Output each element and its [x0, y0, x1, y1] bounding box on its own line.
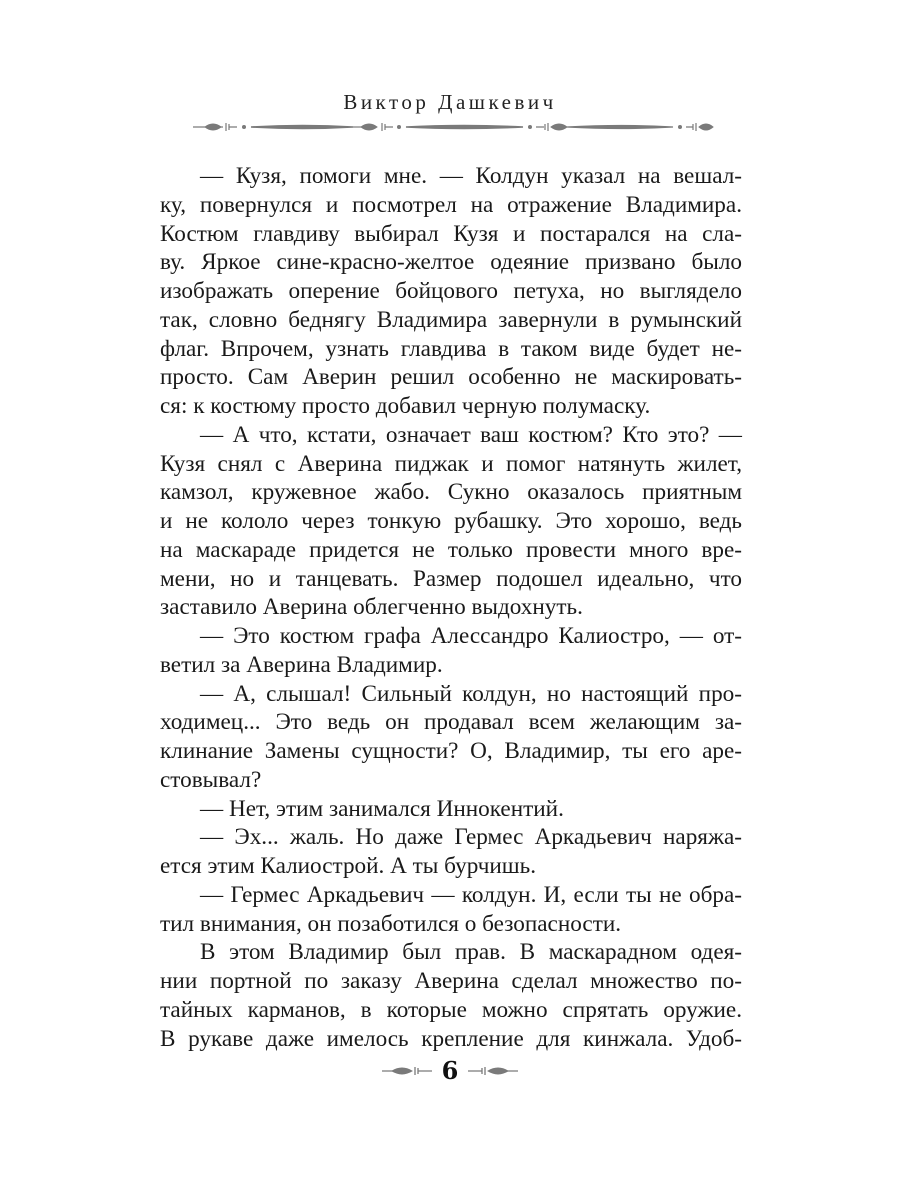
body-text: [160, 162, 742, 1053]
text-line: — Гермес Аркадьевич — колдун. И, если ты не обра-: [200, 881, 742, 908]
text-line: — Нет, этим занимался Иннокентий.: [200, 795, 564, 822]
text-line: заставило Аверина облегченно выдохнуть.: [160, 594, 583, 621]
text-line: — Эх... жаль. Но даже Гермес Аркадьевич наряжа-: [200, 824, 742, 851]
text-line: мени, но и танцевать. Размер подошел идеально, что: [160, 565, 742, 592]
text-line: клинание Замены сущности? О, Владимир, ты его аре-: [160, 738, 742, 764]
text-line: ку, повернулся и посмотрел на отражение Владимира.: [160, 191, 742, 218]
text-line: ется этим Калиострой. А ты бурчишь.: [160, 853, 537, 879]
text-line: флаг. Впрочем, узнать главдива в таком виде будет не-: [160, 335, 742, 362]
text-line: просто. Сам Аверин решил особенно не маскировать-: [160, 364, 742, 391]
left-footer-ornament-icon: [382, 1064, 432, 1078]
text-line: и не кололо через тонкую рубашку. Это хорошо, ведь: [160, 508, 742, 534]
text-line: — Кузя, помоги мне. — Колдун указал на вешал-: [200, 163, 742, 189]
text-line: — Это костюм графа Алессандро Калиостро, — от-: [200, 623, 742, 649]
text-line: Костюм главдиву выбирал Кузя и постарался на сла-: [160, 220, 742, 247]
text-line: ву. Яркое сине-красно-желтое одеяние призвано было: [160, 249, 742, 276]
text-line: Кузя снял с Аверина пиджак и помог натянуть жилет,: [160, 450, 742, 477]
header-ornament-divider: [193, 119, 715, 135]
text-line: В этом Владимир был прав. В маскарадном одея-: [200, 939, 742, 966]
text-line: стовывал?: [160, 766, 262, 793]
text-line: В рукаве даже имелось крепление для кинжала. Удоб-: [160, 1025, 742, 1052]
text-line: — А, слышал! Сильный колдун, но настоящий про-: [200, 680, 742, 707]
text-line: на маскараде придется не только провести много вре-: [160, 536, 742, 563]
page-number: 6: [441, 1056, 459, 1085]
right-footer-ornament-icon: [468, 1064, 518, 1078]
text-line: нии портной по заказу Аверина сделал множество по-: [160, 968, 742, 994]
text-line: ходимец... Это ведь он продавал всем желающим за-: [160, 709, 742, 736]
text-line: так, словно беднягу Владимира завернули в румынский: [160, 306, 742, 333]
page-footer: [0, 1056, 900, 1085]
text-line: ветил за Аверина Владимир.: [160, 651, 443, 678]
text-line: — А что, кстати, означает ваш костюм? Кто это? —: [200, 421, 742, 448]
text-line: тил внимания, он позаботился о безопасности.: [160, 910, 622, 937]
text-line: камзол, кружевное жабо. Сукно оказалось приятным: [160, 479, 742, 506]
text-line: ся: к костюму просто добавил черную полумаску.: [160, 393, 651, 419]
text-line: изображать оперение бойцового петуха, но выглядело: [160, 278, 742, 304]
running-header-author: Виктор Дашкевич: [343, 90, 557, 114]
text-line: тайных карманов, в которые можно спрятать оружие.: [160, 996, 742, 1023]
